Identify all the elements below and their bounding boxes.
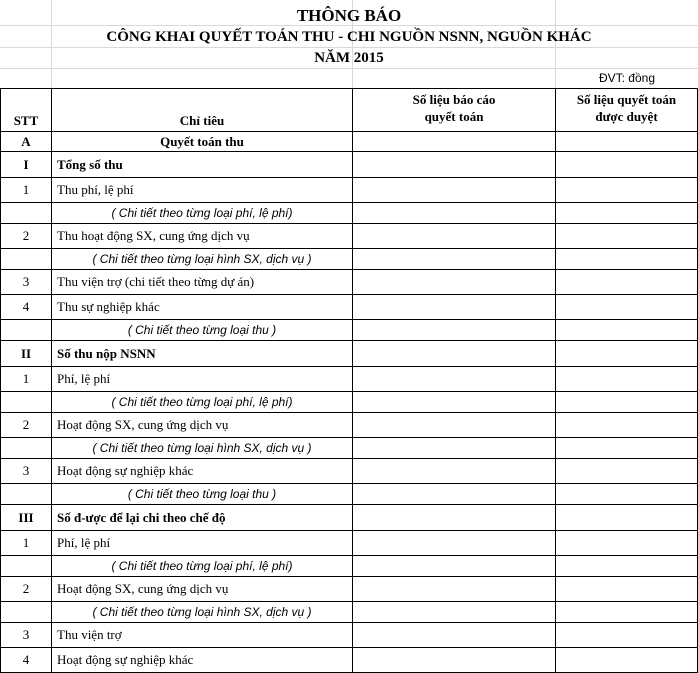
approved-value-cell[interactable]	[556, 413, 698, 438]
approved-value-cell[interactable]	[556, 249, 698, 270]
approved-value-cell[interactable]	[556, 505, 698, 531]
table-row	[1, 459, 698, 484]
stt-cell[interactable]: 2	[1, 413, 52, 438]
header-approved[interactable]	[556, 89, 698, 132]
reported-value-cell[interactable]	[353, 459, 556, 484]
reported-value-cell[interactable]	[353, 577, 556, 602]
table-row	[1, 132, 698, 152]
item-cell[interactable]: Quyết toán thu	[52, 132, 353, 152]
item-cell[interactable]: ( Chi tiết theo từng loại phí, lệ phí)	[52, 392, 353, 413]
notice-title: THÔNG BÁO	[296, 6, 402, 25]
stt-cell[interactable]: A	[1, 132, 52, 152]
stt-cell[interactable]	[1, 249, 52, 270]
notice-subtitle: CÔNG KHAI QUYẾT TOÁN THU - CHI NGUỒN NSNN, NGUỒN KHÁC	[106, 29, 592, 45]
approved-value-cell[interactable]	[556, 623, 698, 648]
reported-value-cell[interactable]	[353, 341, 556, 367]
approved-value-cell[interactable]	[556, 459, 698, 484]
table-row	[1, 224, 698, 249]
stt-cell[interactable]: 3	[1, 459, 52, 484]
table-row	[1, 152, 698, 178]
reported-value-cell[interactable]	[353, 224, 556, 249]
approved-value-cell[interactable]	[556, 152, 698, 178]
stt-cell[interactable]	[1, 392, 52, 413]
table-row	[1, 413, 698, 438]
reported-value-cell[interactable]	[353, 270, 556, 295]
currency-unit: ĐVT: đồng	[598, 71, 656, 85]
stt-cell[interactable]: 1	[1, 178, 52, 203]
header-reported[interactable]	[353, 89, 556, 132]
gridline	[0, 68, 698, 69]
approved-value-cell[interactable]	[556, 438, 698, 459]
stt-cell[interactable]: 3	[1, 623, 52, 648]
gridline	[0, 47, 698, 48]
item-cell[interactable]: ( Chi tiết theo từng loại hình SX, dịch vụ )	[52, 438, 353, 459]
table-row	[1, 648, 698, 673]
item-cell[interactable]: ( Chi tiết theo từng loại thu )	[52, 484, 353, 505]
approved-value-cell[interactable]	[556, 295, 698, 320]
table-row	[1, 623, 698, 648]
stt-cell[interactable]: 4	[1, 295, 52, 320]
reported-value-cell[interactable]	[353, 505, 556, 531]
item-cell[interactable]: Hoạt động SX, cung ứng dịch vụ	[52, 577, 353, 602]
item-cell[interactable]: Thu viện trợ (chi tiết theo từng dự án)	[52, 270, 353, 295]
stt-cell[interactable]: 1	[1, 367, 52, 392]
approved-value-cell[interactable]	[556, 556, 698, 577]
table-header	[1, 89, 698, 132]
item-cell[interactable]: Tổng số thu	[52, 152, 353, 178]
table-row	[1, 438, 698, 459]
stt-cell[interactable]	[1, 602, 52, 623]
reported-value-cell[interactable]	[353, 392, 556, 413]
reported-value-cell[interactable]	[353, 484, 556, 505]
approved-value-cell[interactable]	[556, 203, 698, 224]
item-cell[interactable]: ( Chi tiết theo từng loại hình SX, dịch vụ )	[52, 249, 353, 270]
header-reported-line1: Số liệu báo cáo	[412, 92, 496, 107]
approved-value-cell[interactable]	[556, 531, 698, 556]
item-cell[interactable]: Hoạt động sự nghiệp khác	[52, 648, 353, 673]
stt-cell[interactable]: II	[1, 341, 52, 367]
table-row	[1, 367, 698, 392]
approved-value-cell[interactable]	[556, 577, 698, 602]
header-approved-line1: Số liệu quyết toán	[576, 92, 677, 107]
table-row	[1, 556, 698, 577]
table-row	[1, 249, 698, 270]
reported-value-cell[interactable]	[353, 152, 556, 178]
item-cell[interactable]: Thu sự nghiệp khác	[52, 295, 353, 320]
item-cell[interactable]: Số thu nộp NSNN	[52, 341, 353, 367]
approved-value-cell[interactable]	[556, 341, 698, 367]
table-row	[1, 484, 698, 505]
table-row	[1, 577, 698, 602]
item-cell[interactable]: ( Chi tiết theo từng loại thu )	[52, 320, 353, 341]
stt-cell[interactable]: 1	[1, 531, 52, 556]
reported-value-cell[interactable]	[353, 249, 556, 270]
item-cell[interactable]: Phí, lệ phí	[52, 531, 353, 556]
reported-value-cell[interactable]	[353, 203, 556, 224]
item-cell[interactable]: ( Chi tiết theo từng loại hình SX, dịch vụ )	[52, 602, 353, 623]
item-cell[interactable]: Số đ-ược để lại chi theo chế độ	[52, 505, 353, 531]
table-row	[1, 602, 698, 623]
stt-cell[interactable]	[1, 556, 52, 577]
approved-value-cell[interactable]	[556, 602, 698, 623]
stt-cell[interactable]: 2	[1, 224, 52, 249]
item-cell[interactable]: ( Chi tiết theo từng loại phí, lệ phí)	[52, 556, 353, 577]
approved-value-cell[interactable]	[556, 132, 698, 152]
table-row	[1, 505, 698, 531]
reported-value-cell[interactable]	[353, 367, 556, 392]
approved-value-cell[interactable]	[556, 178, 698, 203]
header-reported-line2: quyết toán	[424, 109, 484, 124]
reported-value-cell[interactable]	[353, 413, 556, 438]
stt-cell[interactable]	[1, 484, 52, 505]
reported-value-cell[interactable]	[353, 178, 556, 203]
item-cell[interactable]: Thu phí, lệ phí	[52, 178, 353, 203]
approved-value-cell[interactable]	[556, 484, 698, 505]
item-cell[interactable]: Thu viện trợ	[52, 623, 353, 648]
stt-cell[interactable]: III	[1, 505, 52, 531]
notice-year: NĂM 2015	[314, 50, 384, 66]
reported-value-cell[interactable]	[353, 438, 556, 459]
stt-cell[interactable]: 2	[1, 577, 52, 602]
reported-value-cell[interactable]	[353, 602, 556, 623]
table-row	[1, 270, 698, 295]
reported-value-cell[interactable]	[353, 132, 556, 152]
table-row	[1, 295, 698, 320]
stt-cell[interactable]: 3	[1, 270, 52, 295]
approved-value-cell[interactable]	[556, 367, 698, 392]
table-row	[1, 392, 698, 413]
stt-cell[interactable]	[1, 438, 52, 459]
item-cell[interactable]: Hoạt động SX, cung ứng dịch vụ	[52, 413, 353, 438]
settlement-table	[0, 88, 698, 673]
reported-value-cell[interactable]	[353, 320, 556, 341]
approved-value-cell[interactable]	[556, 648, 698, 673]
item-cell[interactable]: Hoạt động sự nghiệp khác	[52, 459, 353, 484]
table-row	[1, 320, 698, 341]
header-stt[interactable]: STT	[1, 89, 52, 132]
table-row	[1, 531, 698, 556]
reported-value-cell[interactable]	[353, 531, 556, 556]
reported-value-cell[interactable]	[353, 295, 556, 320]
stt-cell[interactable]: I	[1, 152, 52, 178]
table-row	[1, 178, 698, 203]
header-item[interactable]: Chỉ tiêu	[52, 89, 353, 132]
table-row	[1, 203, 698, 224]
header-approved-line2: được duyệt	[595, 109, 658, 124]
stt-cell[interactable]: 4	[1, 648, 52, 673]
stt-cell[interactable]	[1, 320, 52, 341]
reported-value-cell[interactable]	[353, 623, 556, 648]
stt-cell[interactable]	[1, 203, 52, 224]
table-row	[1, 341, 698, 367]
reported-value-cell[interactable]	[353, 648, 556, 673]
approved-value-cell[interactable]	[556, 392, 698, 413]
item-cell[interactable]: ( Chi tiết theo từng loại phí, lệ phí)	[52, 203, 353, 224]
approved-value-cell[interactable]	[556, 224, 698, 249]
approved-value-cell[interactable]	[556, 320, 698, 341]
reported-value-cell[interactable]	[353, 556, 556, 577]
item-cell[interactable]: Thu hoạt động SX, cung ứng dịch vụ	[52, 224, 353, 249]
item-cell[interactable]: Phí, lệ phí	[52, 367, 353, 392]
approved-value-cell[interactable]	[556, 270, 698, 295]
